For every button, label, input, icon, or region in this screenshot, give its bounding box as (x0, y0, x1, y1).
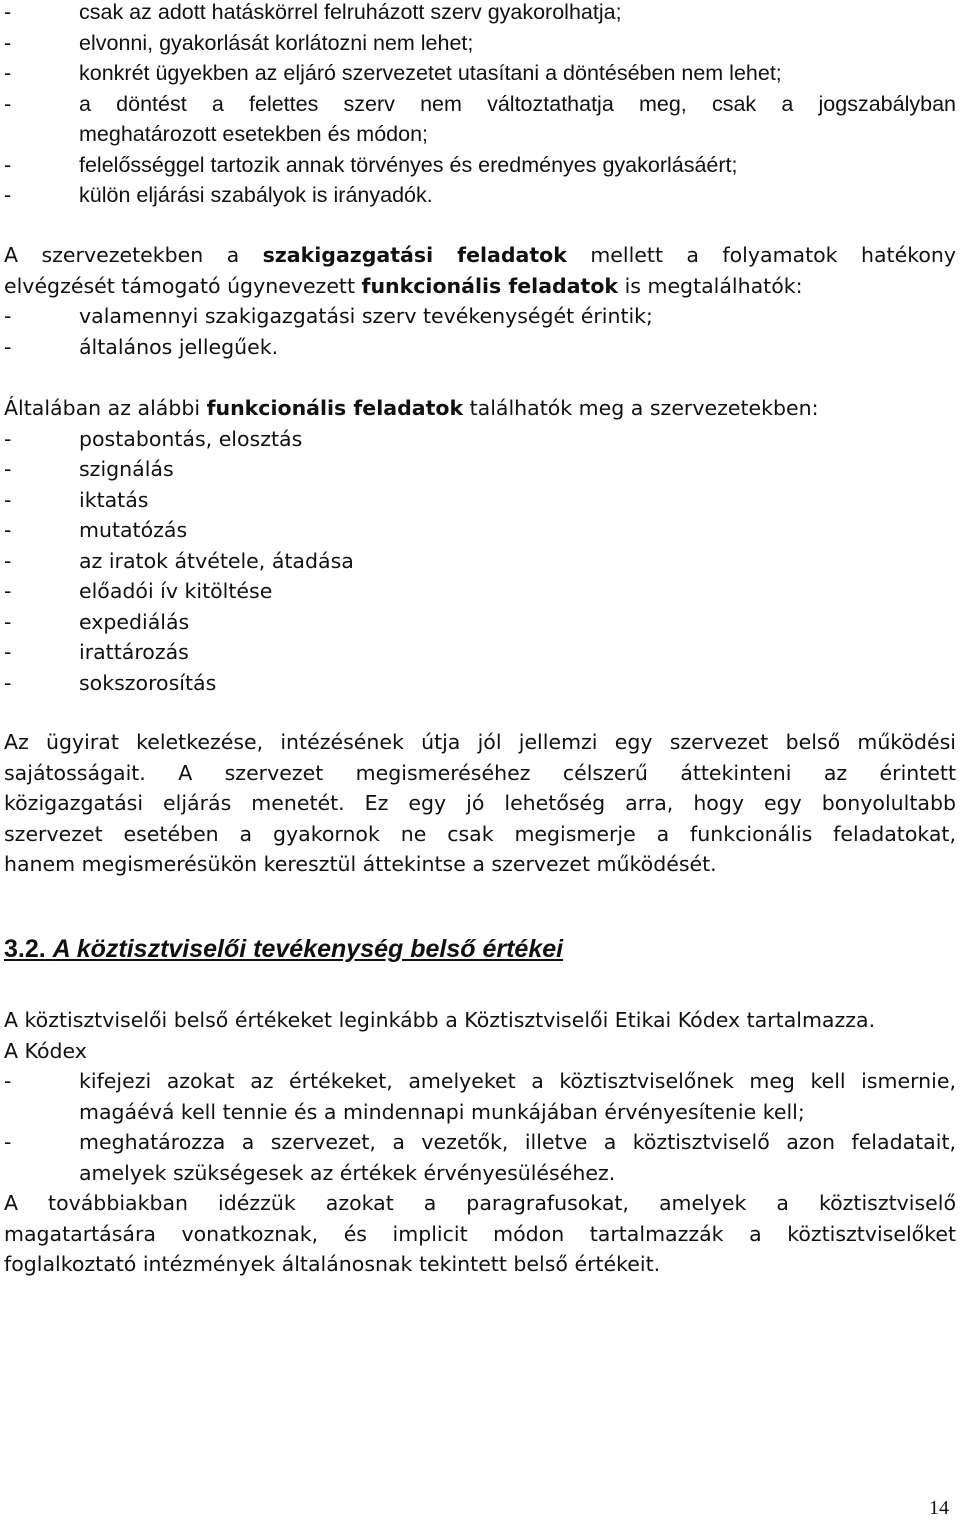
list-item (4, 424, 956, 455)
list-dash: - (4, 579, 12, 603)
text-run: Általában az alábbi (4, 396, 207, 420)
list-item-text: konkrét ügyekben az eljáró szervezetet utasítani a döntésében nem lehet; (79, 61, 782, 85)
list-dash: - (4, 334, 12, 359)
list-dash: - (4, 30, 12, 55)
list-item (4, 485, 956, 516)
list-dash: - (4, 1069, 12, 1093)
list-item-text: általános jellegűek. (79, 334, 279, 359)
section-number: 3.2. (4, 935, 46, 963)
paragraph-line: Az ügyirat keletkezése, intézésének útja jól jellemzi egy szervezet belső működési (4, 730, 956, 754)
list-dash: - (4, 548, 12, 573)
list-dash: - (4, 183, 12, 207)
text-run: is megtalálhatók: (618, 273, 803, 298)
list-item (4, 637, 956, 668)
list-item-text: kifejezi azokat az értékeket, amelyeket a köztisztviselőnek meg kell ismernie, (79, 1069, 956, 1093)
list-item (4, 1066, 956, 1127)
list-item-text: mutatózás (79, 518, 188, 542)
list-dash: - (4, 0, 12, 24)
list-item-text: előadói ív kitöltése (79, 579, 273, 603)
list-item-text: elvonni, gyakorlását korlátozni nem lehet; (79, 30, 474, 55)
list-item (4, 454, 956, 485)
text-run: mellett a folyamatok hatékony (566, 243, 957, 267)
paragraph-line: magatartására vonatkoznak, és implicit módon tartalmazzák a köztisztviselőket (4, 1221, 956, 1246)
page-number: 14 (929, 1497, 949, 1519)
paragraph-line (4, 271, 956, 302)
list-dash: - (4, 609, 12, 634)
list-item-text: iktatás (79, 487, 149, 512)
section-title: A köztisztviselői tevékenység belső értékei (52, 935, 564, 963)
list-item-text: csak az adott hatáskörrel felruházott szerv gyakorolhatja; (79, 0, 622, 24)
list-dash: - (4, 426, 12, 451)
list-item (4, 180, 956, 211)
paragraph-line: A Kódex (4, 1038, 87, 1063)
list-item-text: magáévá kell tennie és a mindennapi munkájában érvényesítenie kell; (79, 1099, 805, 1124)
paragraph-task-list (4, 393, 956, 698)
list-dash: - (4, 152, 12, 177)
paragraph-code-of-ethics (4, 1005, 956, 1280)
list-item-continuation (4, 119, 956, 150)
list-dash: - (4, 457, 12, 481)
list-item (4, 0, 956, 28)
list-dash: - (4, 670, 12, 695)
list-dash: - (4, 487, 12, 512)
list-item-text: sokszorosítás (79, 670, 217, 695)
list-item-text: szignálás (79, 457, 174, 481)
paragraph-line: foglalkoztató intézmények általánosnak tekintett belső értékeit. (4, 1252, 661, 1276)
paragraph-line: sajátosságait. A szervezet megismeréséhez célszerű áttekinteni az érintett (4, 760, 956, 785)
paragraph-case-file (4, 727, 956, 880)
list-item-text: amelyek szükségesek az értékek érvényesüléséhez. (79, 1160, 616, 1185)
list-item-text: postabontás, elosztás (79, 426, 303, 451)
bold-term: funkcionális feladatok (361, 273, 619, 298)
list-dash: - (4, 1130, 12, 1154)
paragraph-line: szervezet esetében a gyakornok ne csak megismerje a funkcionális feladatokat, (4, 821, 956, 846)
list-dash: - (4, 304, 12, 328)
list-item-text: irattározás (79, 640, 189, 664)
list-item (4, 301, 956, 332)
list-item (4, 607, 956, 638)
paragraph-line: A köztisztviselői belső értékeket leginkább a Köztisztviselői Etikai Kódex tartalmazza. (4, 1008, 876, 1032)
list-item (4, 58, 956, 89)
list-item (4, 546, 956, 577)
bold-term: szakigazgatási feladatok (262, 243, 567, 267)
paragraph-line: közigazgatási eljárás menetét. Ez egy jó lehetőség arra, hogy egy bonyolultabb (4, 791, 956, 815)
paragraph-line: A továbbiakban idézzük azokat a paragrafusokat, amelyek a köztisztviselő (4, 1191, 956, 1215)
list-item (4, 332, 956, 363)
list-item-text: az iratok átvétele, átadása (79, 548, 354, 573)
list-item (4, 1127, 956, 1188)
list-dash: - (4, 91, 12, 116)
text-run: A szervezetekben a (4, 243, 263, 267)
paragraph-line (4, 240, 956, 271)
top-list (4, 0, 956, 211)
list-item-text: külön eljárási szabályok is irányadók. (79, 183, 433, 207)
list-item-text: meghatározott esetekben és módon; (79, 122, 428, 146)
text-run: találhatók meg a szervezetekben: (463, 396, 819, 420)
list-item-text: felelősséggel tartozik annak törvényes és eredményes gyakorlásáért; (79, 152, 738, 177)
list-item (4, 576, 956, 607)
paragraph-functional-tasks (4, 240, 956, 362)
section-heading (4, 932, 563, 966)
list-dash: - (4, 518, 12, 542)
list-item (4, 28, 956, 59)
paragraph-line: hanem megismerésükön keresztül áttekintse a szervezet működését. (4, 852, 717, 876)
list-item (4, 668, 956, 699)
list-item-text: expediálás (79, 609, 190, 634)
list-item-text: valamennyi szakigazgatási szerv tevékenységét érintik; (79, 304, 653, 328)
list-dash: - (4, 640, 12, 664)
list-item-text: a döntést a felettes szerv nem változtathatja meg, csak a jogszabályban (79, 91, 956, 116)
text-run: elvégzését támogató úgynevezett (4, 273, 362, 298)
list-item (4, 89, 956, 120)
list-item-text: meghatározza a szervezet, a vezetők, illetve a köztisztviselő azon feladatait, (79, 1130, 956, 1154)
paragraph-line (4, 393, 956, 424)
list-item (4, 150, 956, 181)
list-dash: - (4, 61, 12, 85)
list-item (4, 515, 956, 546)
bold-term: funkcionális feladatok (206, 396, 464, 420)
